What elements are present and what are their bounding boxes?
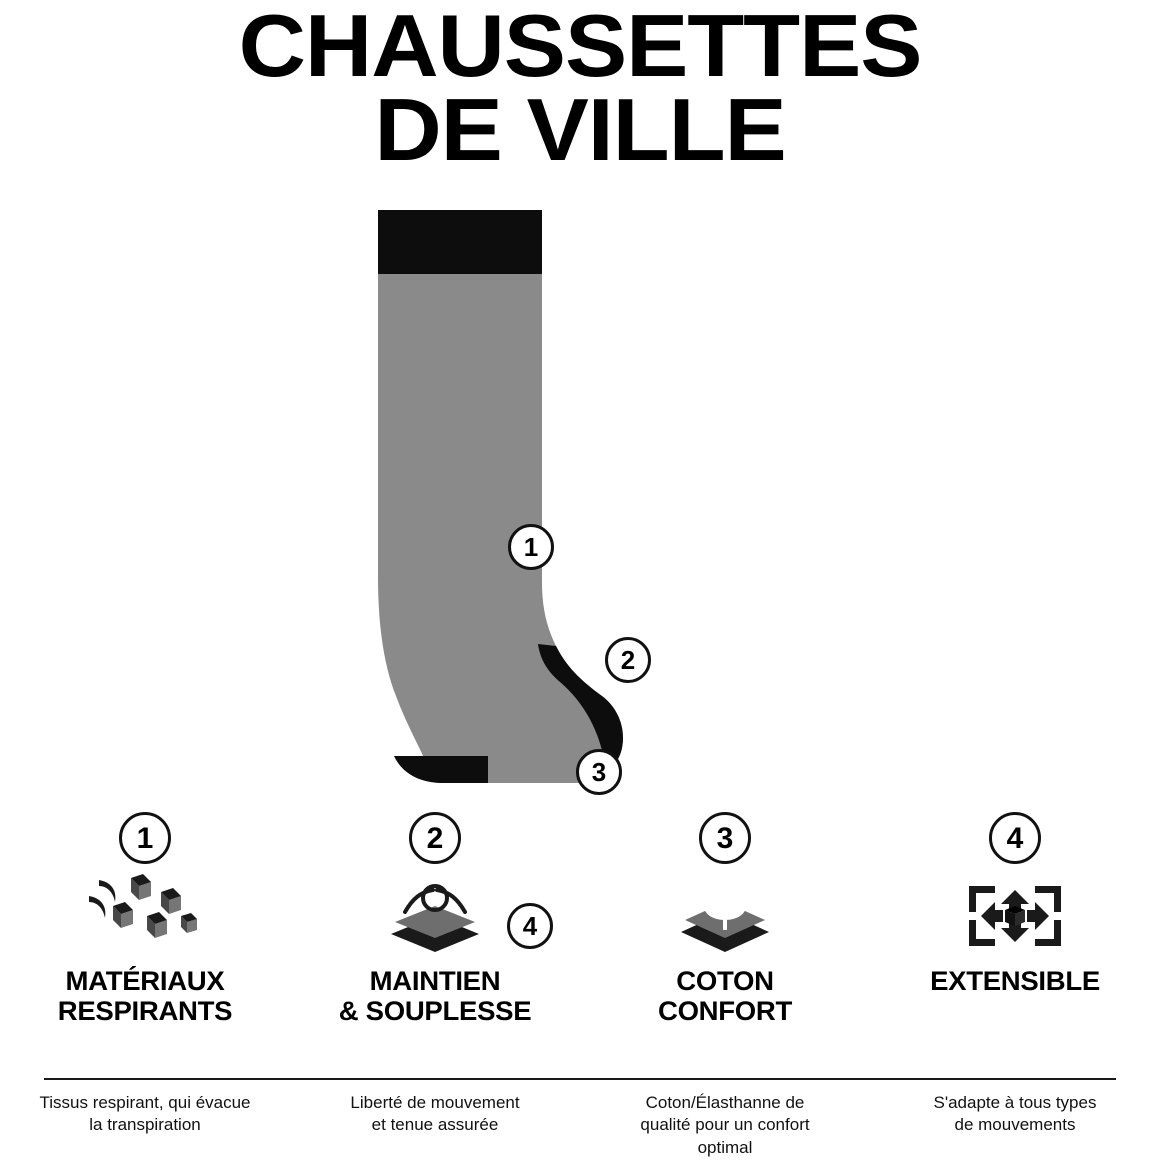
- caption-2-line2: et tenue assurée: [371, 1115, 499, 1135]
- feature-materiaux-respirants: [20, 812, 270, 1026]
- caption-3-line2: qualité pour un confort: [640, 1115, 810, 1135]
- caption-1: [19, 1092, 271, 1137]
- caption-4: [889, 1092, 1141, 1137]
- feature-badge-3: 3: [699, 812, 751, 864]
- sock-callout-2: 2: [605, 637, 651, 683]
- caption-4-line2: de mouvements: [954, 1115, 1076, 1135]
- feature-title-3-line2: CONFORT: [657, 996, 793, 1027]
- page-title: [0, 0, 1160, 180]
- support-flexibility-icon: [310, 870, 560, 962]
- caption-3: [599, 1092, 851, 1159]
- sock-graphic: [370, 196, 790, 806]
- feature-title-2-line2: & SOUPLESSE: [338, 996, 532, 1027]
- caption-1-line1: Tissus respirant, qui évacue: [39, 1093, 251, 1112]
- feature-badge-1: 1: [119, 812, 171, 864]
- stretch-arrows-icon: [890, 870, 1140, 962]
- title-line-1: CHAUSSETTES: [238, 0, 922, 95]
- feature-title-3-line1: COTON: [676, 966, 774, 996]
- feature-extensible: [890, 812, 1140, 996]
- sock-cuff: [378, 210, 542, 274]
- feature-title-1-line2: RESPIRANTS: [57, 996, 233, 1027]
- cotton-leaf-icon: [600, 870, 850, 962]
- features-row: [0, 812, 1160, 1026]
- caption-1-line2: la transpiration: [89, 1115, 201, 1135]
- feature-coton-confort: [600, 812, 850, 1026]
- feature-title-1-line1: MATÉRIAUX: [65, 966, 225, 996]
- sock-illustration: [0, 196, 1160, 941]
- captions-row: [0, 1092, 1160, 1159]
- feature-title-2-line1: MAINTIEN: [369, 966, 501, 996]
- sock-callout-1: 1: [508, 524, 554, 570]
- breathable-cubes-icon: [20, 870, 270, 962]
- sock-callout-4: 4: [507, 903, 553, 949]
- sock-toe: [394, 756, 488, 783]
- section-divider: [44, 1078, 1116, 1080]
- caption-3-line1: Coton/Élasthanne de: [645, 1093, 805, 1112]
- caption-2: [309, 1092, 561, 1137]
- feature-badge-4: 4: [989, 812, 1041, 864]
- caption-3-line3: optimal: [697, 1137, 753, 1157]
- caption-4-line1: S'adapte à tous types: [933, 1093, 1097, 1112]
- feature-maintien-souplesse: [310, 812, 560, 1026]
- feature-title-4-line1: EXTENSIBLE: [930, 966, 1100, 996]
- caption-2-line1: Liberté de mouvement: [350, 1093, 520, 1112]
- sock-callout-3: 3: [576, 749, 622, 795]
- title-line-2: DE VILLE: [374, 80, 786, 180]
- feature-badge-2: 2: [409, 812, 461, 864]
